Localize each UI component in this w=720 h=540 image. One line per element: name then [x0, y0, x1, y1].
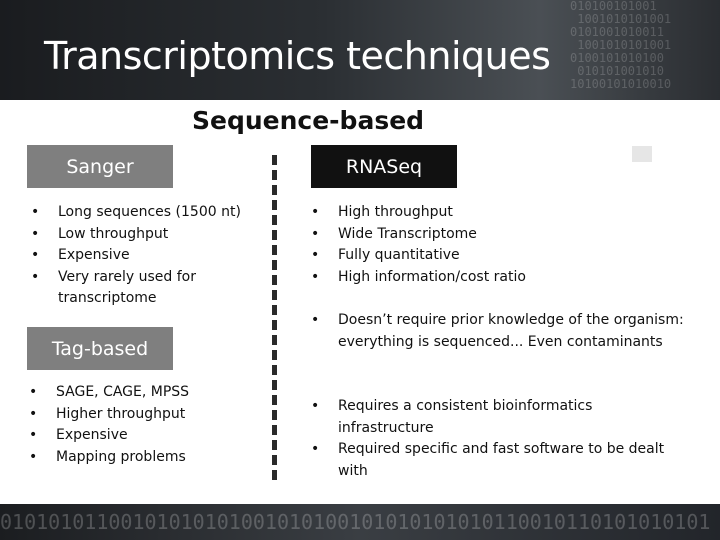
- rnaseq-bullet-list-3: [308, 396, 688, 482]
- slide-title: Transcriptomics techniques: [44, 34, 551, 78]
- list-item: • Expensive: [28, 245, 268, 267]
- rnaseq-bullet-list-2: [308, 310, 688, 353]
- binary-decoration: 01010101100101010101001010100101010101010110010110101010101: [0, 510, 711, 534]
- list-item: • High information/cost ratio: [308, 267, 688, 289]
- tag-based-bullet-list: [26, 382, 266, 468]
- binary-decoration: 010100101001 1001010101001 0101001010011 1001010101001 0100101010100 010101001010 10100101010010: [570, 0, 672, 91]
- list-item: • High throughput: [308, 202, 688, 224]
- list-item: • Required specific and fast software to be dealt with: [308, 439, 688, 482]
- sanger-label: Sanger: [66, 155, 134, 178]
- rnaseq-bullet-list-1: [308, 202, 688, 288]
- list-item: • Low throughput: [28, 224, 268, 246]
- list-item: • Fully quantitative: [308, 245, 688, 267]
- list-item: • Very rarely used for transcriptome: [28, 267, 268, 310]
- slide-subtitle: Sequence-based: [192, 106, 425, 135]
- list-item: • Long sequences (1500 nt): [28, 202, 268, 224]
- rnaseq-label: RNASeq: [345, 155, 423, 178]
- tag-based-label: Tag-based: [51, 337, 149, 360]
- list-item: • SAGE, CAGE, MPSS: [26, 382, 266, 404]
- column-divider: [272, 155, 277, 480]
- slide-footer: [0, 504, 720, 540]
- rnaseq-label-box: [311, 145, 457, 188]
- list-item: • Mapping problems: [26, 447, 266, 469]
- tag-based-label-box: [27, 327, 173, 370]
- list-item: • Wide Transcriptome: [308, 224, 688, 246]
- list-item: • Doesn’t require prior knowledge of the organism: everything is sequenced... Even contaminants: [308, 310, 688, 353]
- list-item: • Higher throughput: [26, 404, 266, 426]
- sanger-label-box: [27, 145, 173, 188]
- sanger-bullet-list: [28, 202, 268, 310]
- list-item: • Requires a consistent bioinformatics infrastructure: [308, 396, 688, 439]
- slide-header: [0, 0, 720, 100]
- decorative-square: [632, 146, 652, 162]
- list-item: • Expensive: [26, 425, 266, 447]
